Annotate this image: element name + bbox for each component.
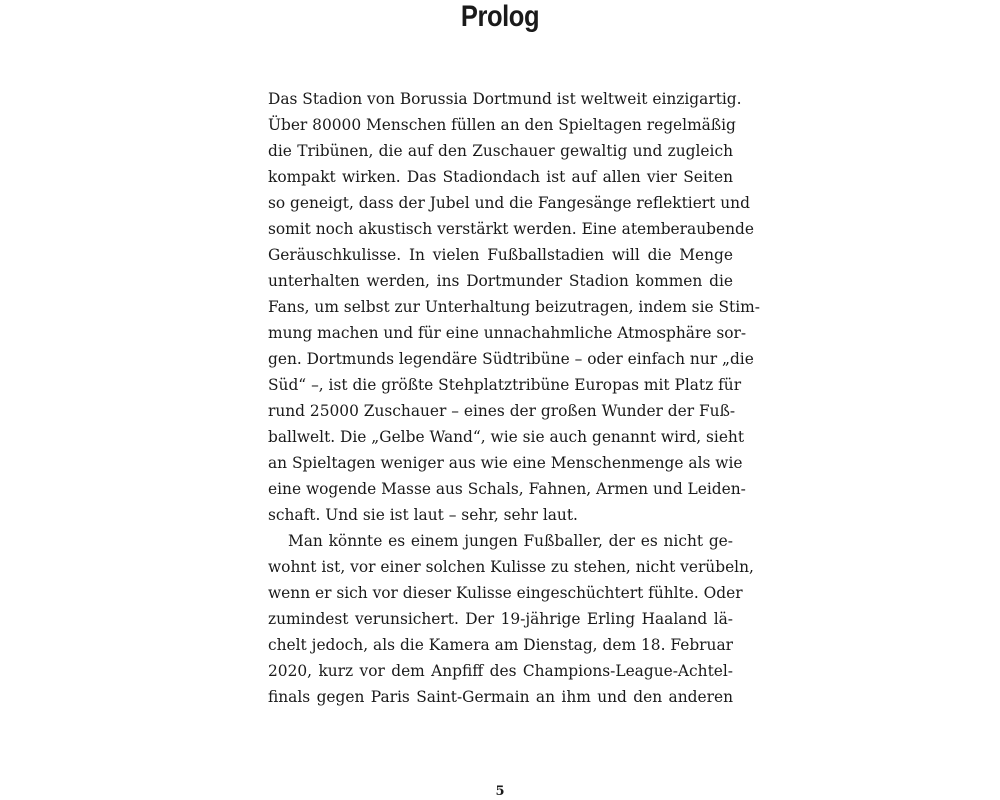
text-line: kompakt wirken. Das Stadiondach ist auf allen vier Seiten (268, 168, 733, 186)
text-line: zumindest verunsichert. Der 19-jährige Erling Haaland lä- (268, 610, 733, 628)
text-line: Geräuschkulisse. In vielen Fußballstadien will die Menge (268, 246, 733, 264)
chapter-title: Prolog (460, 0, 540, 33)
body-text (268, 86, 760, 710)
text-line: rund 25000 Zuschauer – eines der großen Wunder der Fuß- (268, 402, 736, 420)
page-number: 5 (495, 784, 505, 799)
text-line: unterhalten werden, ins Dortmunder Stadion kommen die (268, 272, 733, 290)
text-line: Über 80000 Menschen füllen an den Spieltagen regelmäßig (268, 116, 736, 134)
text-line: eine wogende Masse aus Schals, Fahnen, Armen und Leiden- (268, 480, 746, 498)
text-line: die Tribünen, die auf den Zuschauer gewaltig und zugleich (268, 142, 733, 160)
text-line: Süd“ –, ist die größte Stehplatztribüne Europas mit Platz für (268, 376, 742, 394)
text-line: gen. Dortmunds legendäre Südtribüne – oder einfach nur „die (268, 350, 754, 368)
text-line: wohnt ist, vor einer solchen Kulisse zu stehen, nicht verübeln, (268, 558, 754, 576)
text-line: Man könnte es einem jungen Fußballer, der es nicht ge- (288, 532, 733, 550)
text-line: an Spieltagen weniger aus wie eine Menschenmenge als wie (268, 454, 743, 472)
text-line: schaft. Und sie ist laut – sehr, sehr laut. (268, 506, 578, 524)
text-line: finals gegen Paris Saint-Germain an ihm und den anderen (268, 688, 733, 706)
text-line: somit noch akustisch verstärkt werden. Eine atemberaubende (268, 220, 754, 238)
text-line: ballwelt. Die „Gelbe Wand“, wie sie auch genannt wird, sieht (268, 428, 745, 446)
text-line: so geneigt, dass der Jubel und die Fangesänge reflektiert und (268, 194, 750, 212)
text-line: Das Stadion von Borussia Dortmund ist weltweit einzigartig. (268, 90, 742, 108)
text-line: chelt jedoch, als die Kamera am Dienstag, dem 18. Februar (268, 636, 733, 654)
text-line: mung machen und für eine unnachahmliche Atmosphäre sor- (268, 324, 747, 342)
text-line: Fans, um selbst zur Unterhaltung beizutragen, indem sie Stim- (268, 298, 760, 316)
text-line: 2020, kurz vor dem Anpfiff des Champions-League-Achtel- (268, 662, 733, 680)
text-line: wenn er sich vor dieser Kulisse eingeschüchtert fühlte. Oder (268, 584, 743, 602)
